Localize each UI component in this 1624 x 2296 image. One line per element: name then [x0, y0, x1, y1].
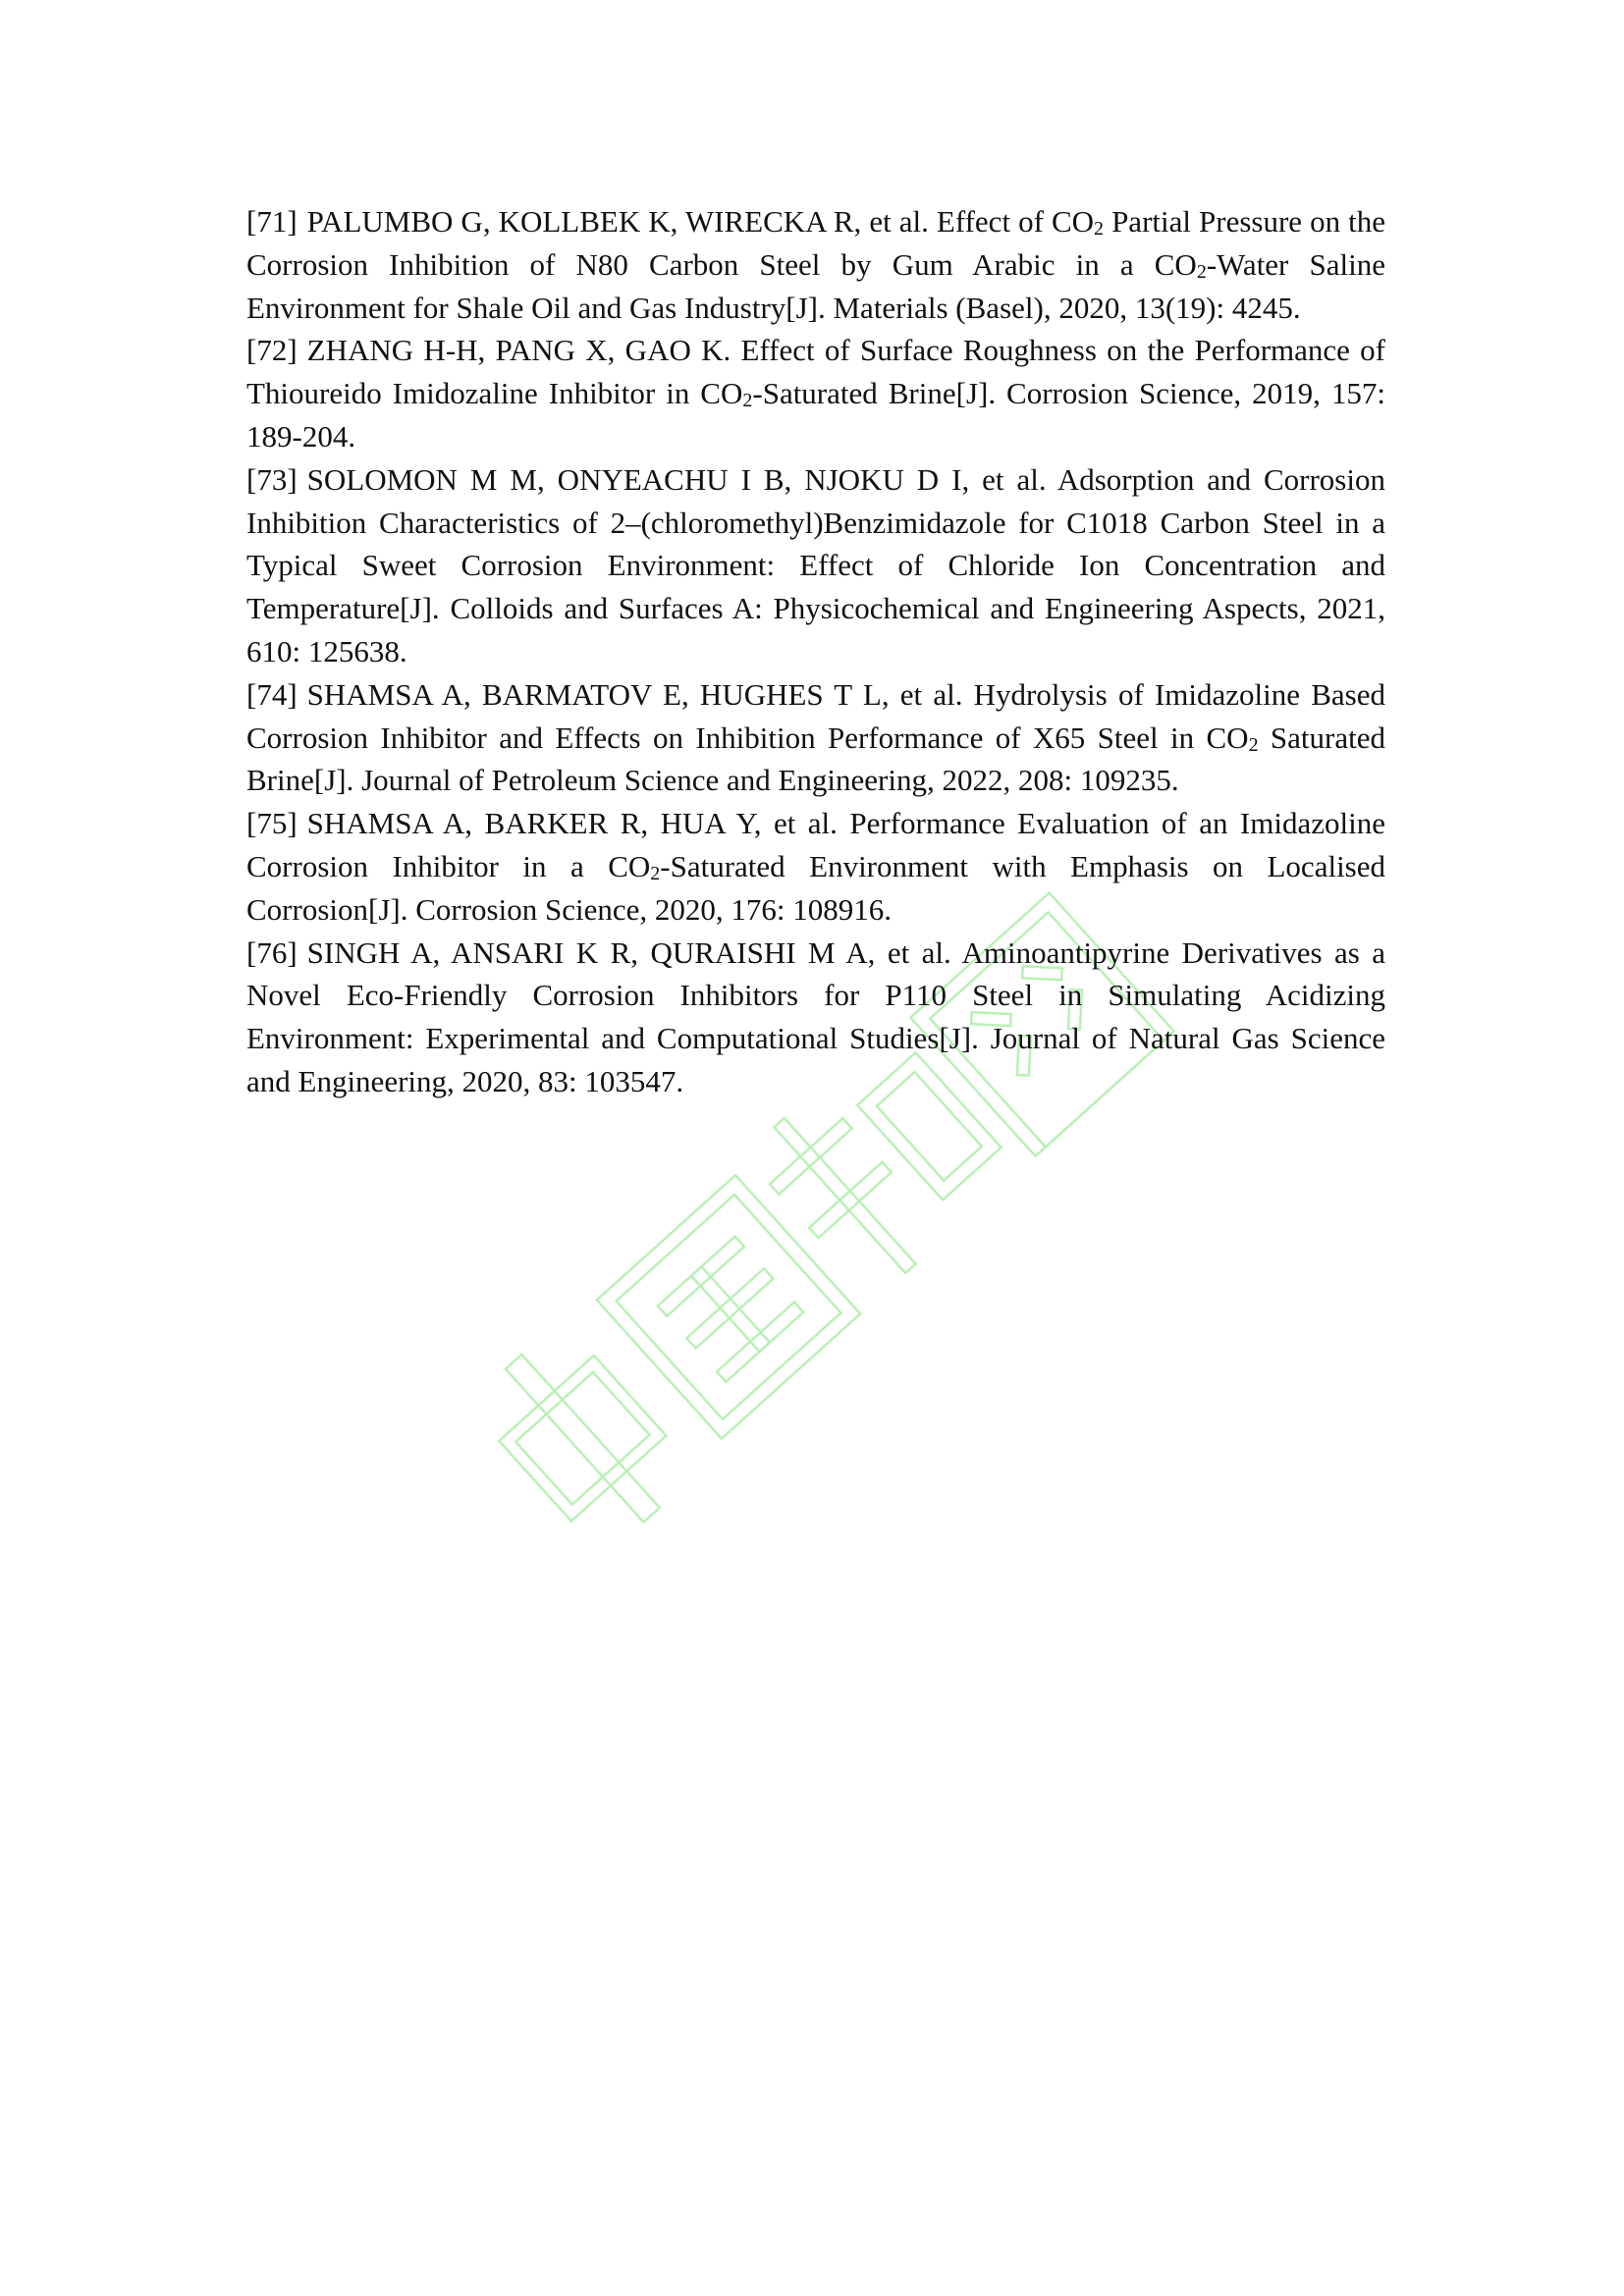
reference-text: PALUMBO G, KOLLBEK K, WIRECKA R, et al. Effect of CO [306, 204, 1095, 239]
reference-number: [74] [246, 676, 298, 712]
watermark-glyph-2 [597, 1175, 860, 1438]
reference-text: SOLOMON M M, ONYEACHU I B, NJOKU D I, et al. Adsorption and Corrosion Inhibition Characteristics of 2–(chloromethyl)Benzimidazole for C1018 Carbon Steel in a Typical Sweet Corrosion Environment: Effect of Chloride Ion Concentration and Temperature[J]. Colloids and Surfaces A: Physicochemical and Engineering Aspects, 2021, 610: 125638. [246, 461, 1385, 668]
reference-subscript: 2 [1196, 260, 1207, 283]
reference-subscript: 2 [1094, 218, 1105, 240]
reference-text: SHAMSA A, BARKER R, HUA Y, et al. Performance Evaluation of an Imidazoline Corrosion Inhibitor in a CO [246, 806, 1385, 883]
watermark-glyph-1 [466, 1319, 699, 1558]
reference-item [246, 458, 1385, 673]
reference-item [246, 673, 1385, 802]
reference-text: ZHANG H-H, PANG X, GAO K. Effect of Surface Roughness on the Performance of Thioureido Imidozaline Inhibitor in CO [246, 333, 1385, 411]
reference-number: [76] [246, 934, 298, 970]
reference-number: [75] [246, 806, 298, 841]
reference-list [246, 200, 1385, 1103]
reference-item [246, 932, 1385, 1103]
reference-item [246, 802, 1385, 931]
reference-subscript: 2 [1248, 733, 1259, 756]
reference-item [246, 329, 1385, 457]
reference-item [246, 200, 1385, 329]
reference-subscript: 2 [650, 862, 661, 884]
reference-text: SINGH A, ANSARI K R, QURAISHI M A, et al. Aminoantipyrine Derivatives as a Novel Eco-Friendly Corrosion Inhibitors for P110 Steel in Simulating Acidizing Environment: Experimental and Computational Studies[J]. Journal of Natural Gas Science and Engineering, 2020, 83: 103547. [246, 934, 1385, 1098]
reference-text: -Water Saline Environment for Shale Oil and Gas Industry[J]. Materials (Basel), 2020, 13(19): 4245. [246, 246, 1386, 325]
reference-text: -Saturated Environment with Emphasis on Localised Corrosion[J]. Corrosion Science, 2020, 176: 108916. [246, 848, 1386, 927]
reference-text: -Saturated Brine[J]. Corrosion Science, 2019, 157: 189-204. [246, 376, 1385, 454]
reference-number: [72] [246, 333, 298, 368]
reference-number: [71] [246, 204, 298, 239]
reference-text: SHAMSA A, BARMATOV E, HUGHES T L, et al. Hydrolysis of Imidazoline Based Corrosion Inhibitor and Effects on Inhibition Performance of X65 Steel in CO [246, 676, 1385, 755]
reference-number: [73] [246, 461, 298, 497]
reference-subscript: 2 [742, 390, 753, 412]
reference-text: Saturated Brine[J]. Journal of Petroleum Science and Engineering, 2022, 208: 109235. [246, 720, 1386, 798]
reference-text: Partial Pressure on the Corrosion Inhibition of N80 Carbon Steel by Gum Arabic in a CO [246, 204, 1386, 282]
